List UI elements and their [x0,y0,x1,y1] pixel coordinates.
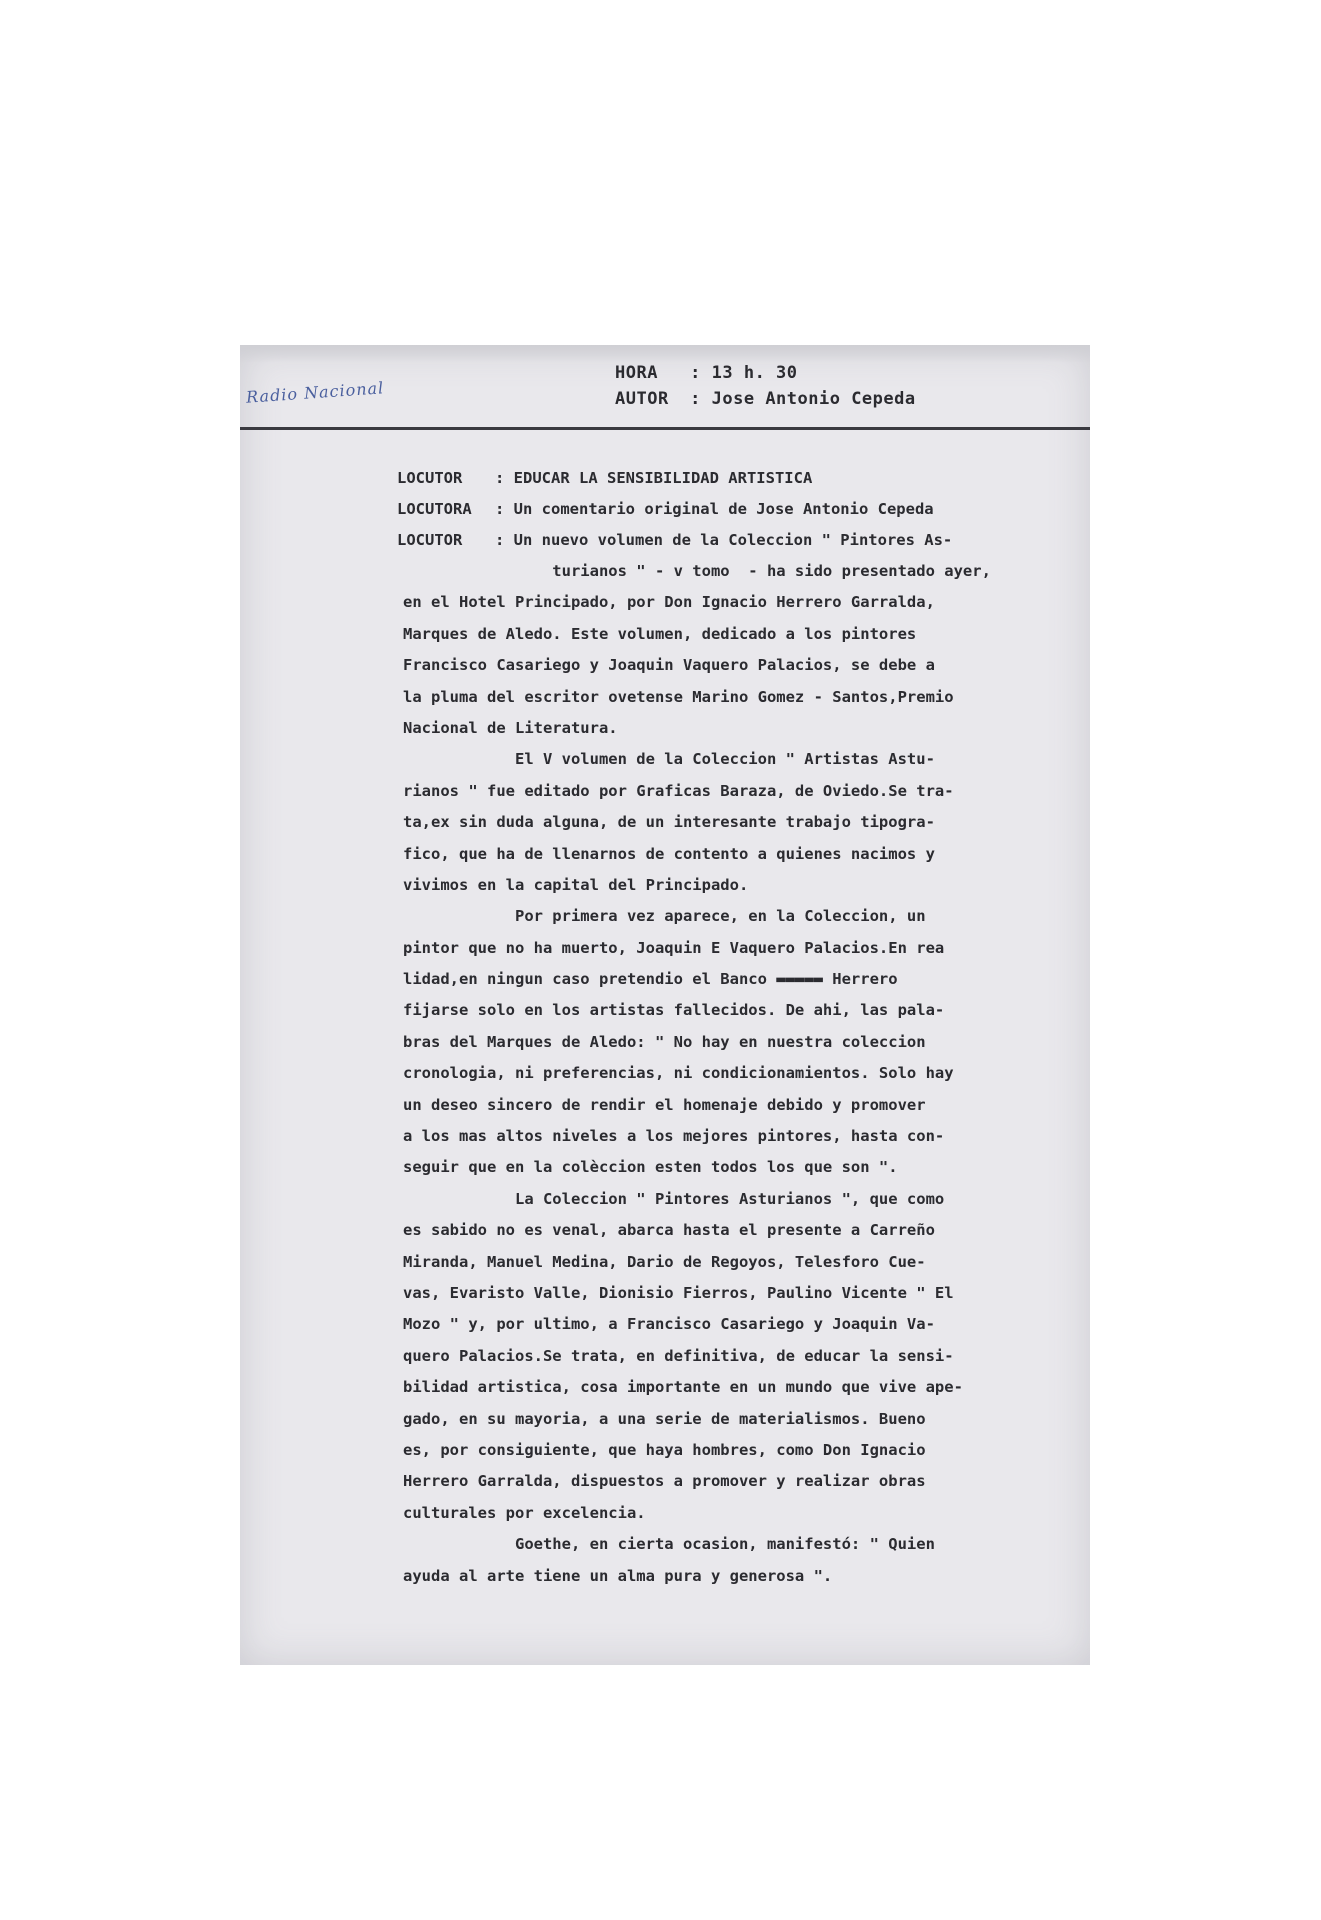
text-line: bilidad artistica, cosa importante en un mundo que vive ape- [403,1378,963,1397]
hora-value: : 13 h. 30 [690,363,798,383]
text-line: Mozo " y, por ultimo, a Francisco Casariego y Joaquin Va- [403,1315,935,1334]
text-line: lidad,en ningun caso pretendio el Banco ▬▬▬▬▬ Herrero [403,970,898,989]
autor-value: : Jose Antonio Cepeda [690,389,916,409]
speaker-role: LOCUTOR [397,469,463,487]
text-line: El V volumen de la Coleccion " Artistas Astu- [403,750,935,769]
text-line: fico, que ha de llenarnos de contento a quienes nacimos y [403,844,935,863]
header-divider [240,427,1090,430]
autor-label: AUTOR [615,389,669,409]
text-line: ayuda al arte tiene un alma pura y generosa ". [403,1566,833,1585]
text-line: Goethe, en cierta ocasion, manifestó: " Quien [403,1535,935,1554]
hora-label: HORA [615,363,658,383]
text-line: Por primera vez aparece, en la Coleccion, un [403,907,926,926]
text-line: cronologia, ni preferencias, ni condicionamientos. Solo hay [403,1064,954,1083]
text-line: La Coleccion " Pintores Asturianos ", que como [403,1189,945,1208]
text-line: Miranda, Manuel Medina, Dario de Regoyos, Telesforo Cue- [403,1252,926,1271]
text-line: quero Palacios.Se trata, en definitiva, de educar la sensi- [403,1346,954,1365]
speaker-line: LOCUTOR : EDUCAR LA SENSIBILIDAD ARTISTICA [397,463,952,494]
speaker-line: LOCUTORA : Un comentario original de Jose Antonio Cepeda [397,494,952,525]
text-line: vivimos en la capital del Principado. [403,875,749,894]
speaker-text: Un comentario original de Jose Antonio Cepeda [513,500,934,518]
text-line: turianos " - v tomo - ha sido presentado ayer, [403,562,991,580]
text-line: la pluma del escritor ovetense Marino Gomez - Santos,Premio [403,687,954,706]
handwritten-note: Radio Nacional [245,378,385,407]
broadcast-header [615,360,916,412]
text-line: ta,ex sin duda alguna, de un interesante trabajo tipogra- [403,813,935,832]
script-body [403,556,1063,1592]
speaker-text: Un nuevo volumen de la Coleccion " Pintores As- [513,531,953,549]
speaker-text: EDUCAR LA SENSIBILIDAD ARTISTICA [513,469,813,487]
text-line: pintor que no ha muerto, Joaquin E Vaquero Palacios.En rea [403,938,945,957]
text-line: Marques de Aledo. Este volumen, dedicado a los pintores [403,624,917,643]
speaker-line: LOCUTOR : Un nuevo volumen de la Coleccion " Pintores As- [397,525,952,556]
text-line: culturales por excelencia. [403,1503,646,1522]
speaker-role: LOCUTOR [397,531,463,549]
text-line: un deseo sincero de rendir el homenaje debido y promover [403,1095,926,1114]
text-line: es sabido no es venal, abarca hasta el presente a Carreño [403,1221,935,1240]
text-line: es, por consiguiente, que haya hombres, como Don Ignacio [403,1440,926,1459]
text-line: bras del Marques de Aledo: " No hay en nuestra coleccion [403,1032,926,1051]
text-line: rianos " fue editado por Graficas Baraza, de Oviedo.Se tra- [403,781,954,800]
text-line: Francisco Casariego y Joaquin Vaquero Palacios, se debe a [403,656,935,675]
text-line: vas, Evaristo Valle, Dionisio Fierros, Paulino Vicente " El [403,1283,954,1302]
text-line: en el Hotel Principado, por Don Ignacio Herrero Garralda, [403,593,935,612]
hora-row [615,360,916,386]
text-line: a los mas altos niveles a los mejores pintores, hasta con- [403,1127,945,1146]
text-line: Herrero Garralda, dispuestos a promover y realizar obras [403,1472,926,1491]
text-line: gado, en su mayoria, a una serie de materialismos. Bueno [403,1409,926,1428]
text-line: seguir que en la colèccion esten todos los que son ". [403,1158,898,1177]
text-line: Nacional de Literatura. [403,718,618,737]
text-line: fijarse solo en los artistas fallecidos. De ahi, las pala- [403,1001,945,1020]
speaker-list [397,463,952,556]
speaker-role: LOCUTORA [397,500,472,518]
autor-row [615,386,916,412]
scanned-document-page [240,345,1090,1665]
